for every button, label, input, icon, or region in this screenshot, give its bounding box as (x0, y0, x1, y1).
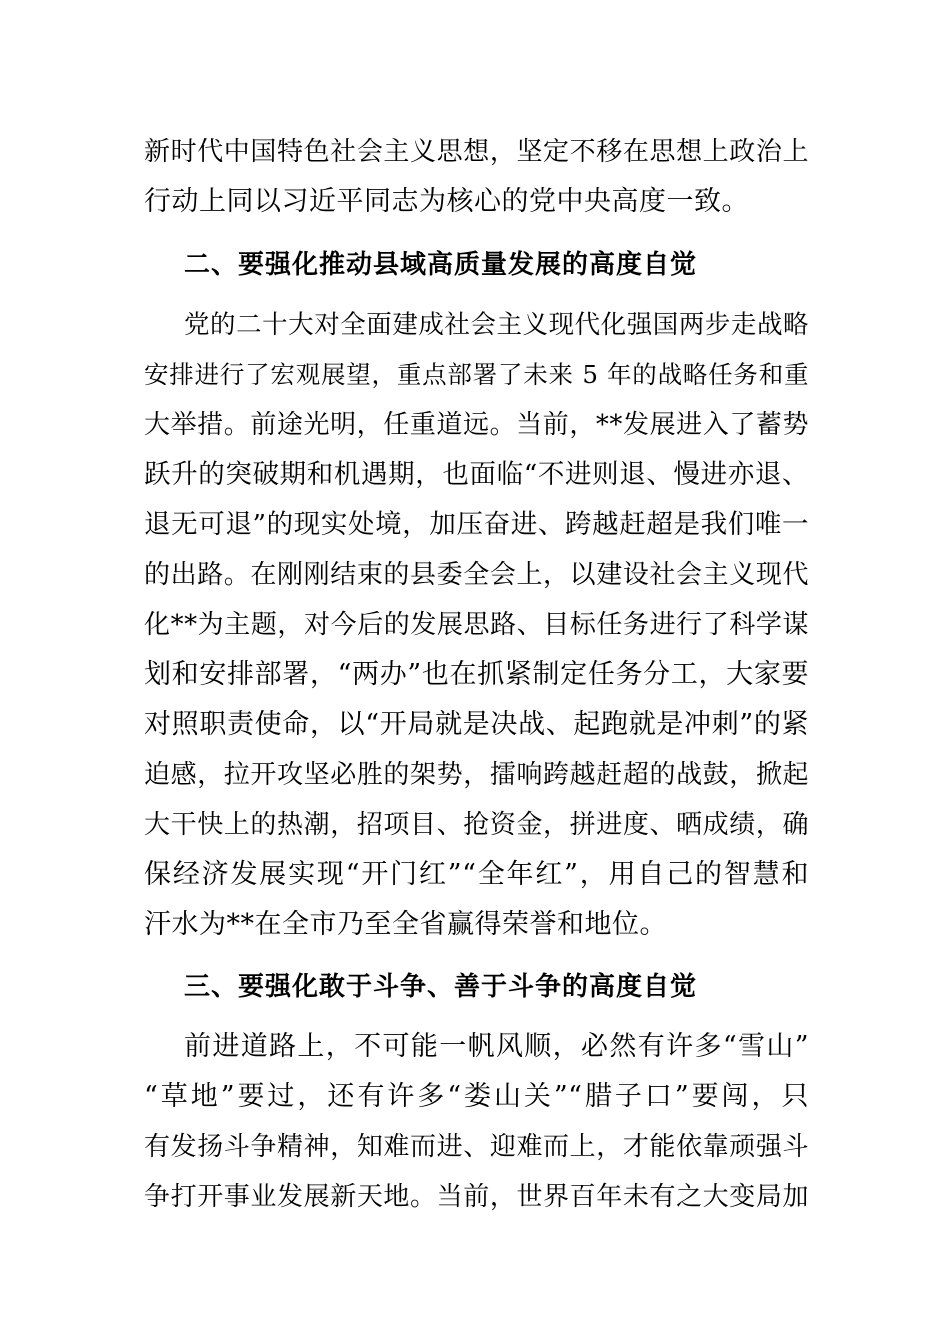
body-line-18: 有发扬斗争精神，知难而进、迎难而上，才能依靠顽强斗 (144, 1132, 809, 1162)
body-line-14: 保经济发展实现“开门红”“全年红”，用自己的智慧和 (144, 859, 809, 890)
body-line-7: 退无可退”的现实处境，加压奋进、跨越赶超是我们唯一 (144, 509, 809, 540)
body-line-4: 安排进行了宏观展望，重点部署了未来 5 年的战略任务和重 (144, 360, 809, 389)
section-heading-2: 二、要强化推动县域高质量发展的高度自觉 (184, 250, 698, 280)
body-line-8: 的出路。在刚刚结束的县委全会上，以建设社会主义现代 (144, 560, 809, 590)
body-line-12: 迫感，拉开攻坚必胜的架势，擂响跨越赶超的战鼓，掀起 (144, 760, 809, 790)
body-line-1: 新时代中国特色社会主义思想，坚定不移在思想上政治上 (144, 137, 809, 167)
body-line-17: “草地”要过，还有许多“娄山关”“腊子口”要闯，只 (144, 1081, 809, 1112)
section-heading-3: 三、要强化敢于斗争、善于斗争的高度自觉 (184, 972, 698, 1002)
body-line-10: 划和安排部署，“两办”也在抓紧制定任务分工，大家要 (144, 659, 809, 690)
body-line-19: 争打开事业发展新天地。当前，世界百年未有之大变局加 (144, 1182, 809, 1212)
body-line-3: 党的二十大对全面建成社会主义现代化强国两步走战略 (184, 310, 809, 340)
body-line-13: 大干快上的热潮，招项目、抢资金，拼进度、晒成绩，确 (144, 810, 809, 840)
body-line-11: 对照职责使命，以“开局就是决战、起跑就是冲刺”的紧 (144, 709, 809, 740)
body-line-16: 前进道路上，不可能一帆风顺，必然有许多“雪山” (184, 1031, 809, 1062)
body-line-5: 大举措。前途光明，任重道远。当前，**发展进入了蓄势 (144, 410, 809, 440)
body-line-2: 行动上同以习近平同志为核心的党中央高度一致。 (144, 186, 749, 217)
body-line-9: 化**为主题，对今后的发展思路、目标任务进行了科学谋 (144, 610, 809, 640)
body-line-15: 汗水为**在全市乃至全省赢得荣誉和地位。 (144, 909, 667, 940)
body-line-6: 跃升的突破期和机遇期，也面临“不进则退、慢进亦退、 (144, 459, 809, 490)
